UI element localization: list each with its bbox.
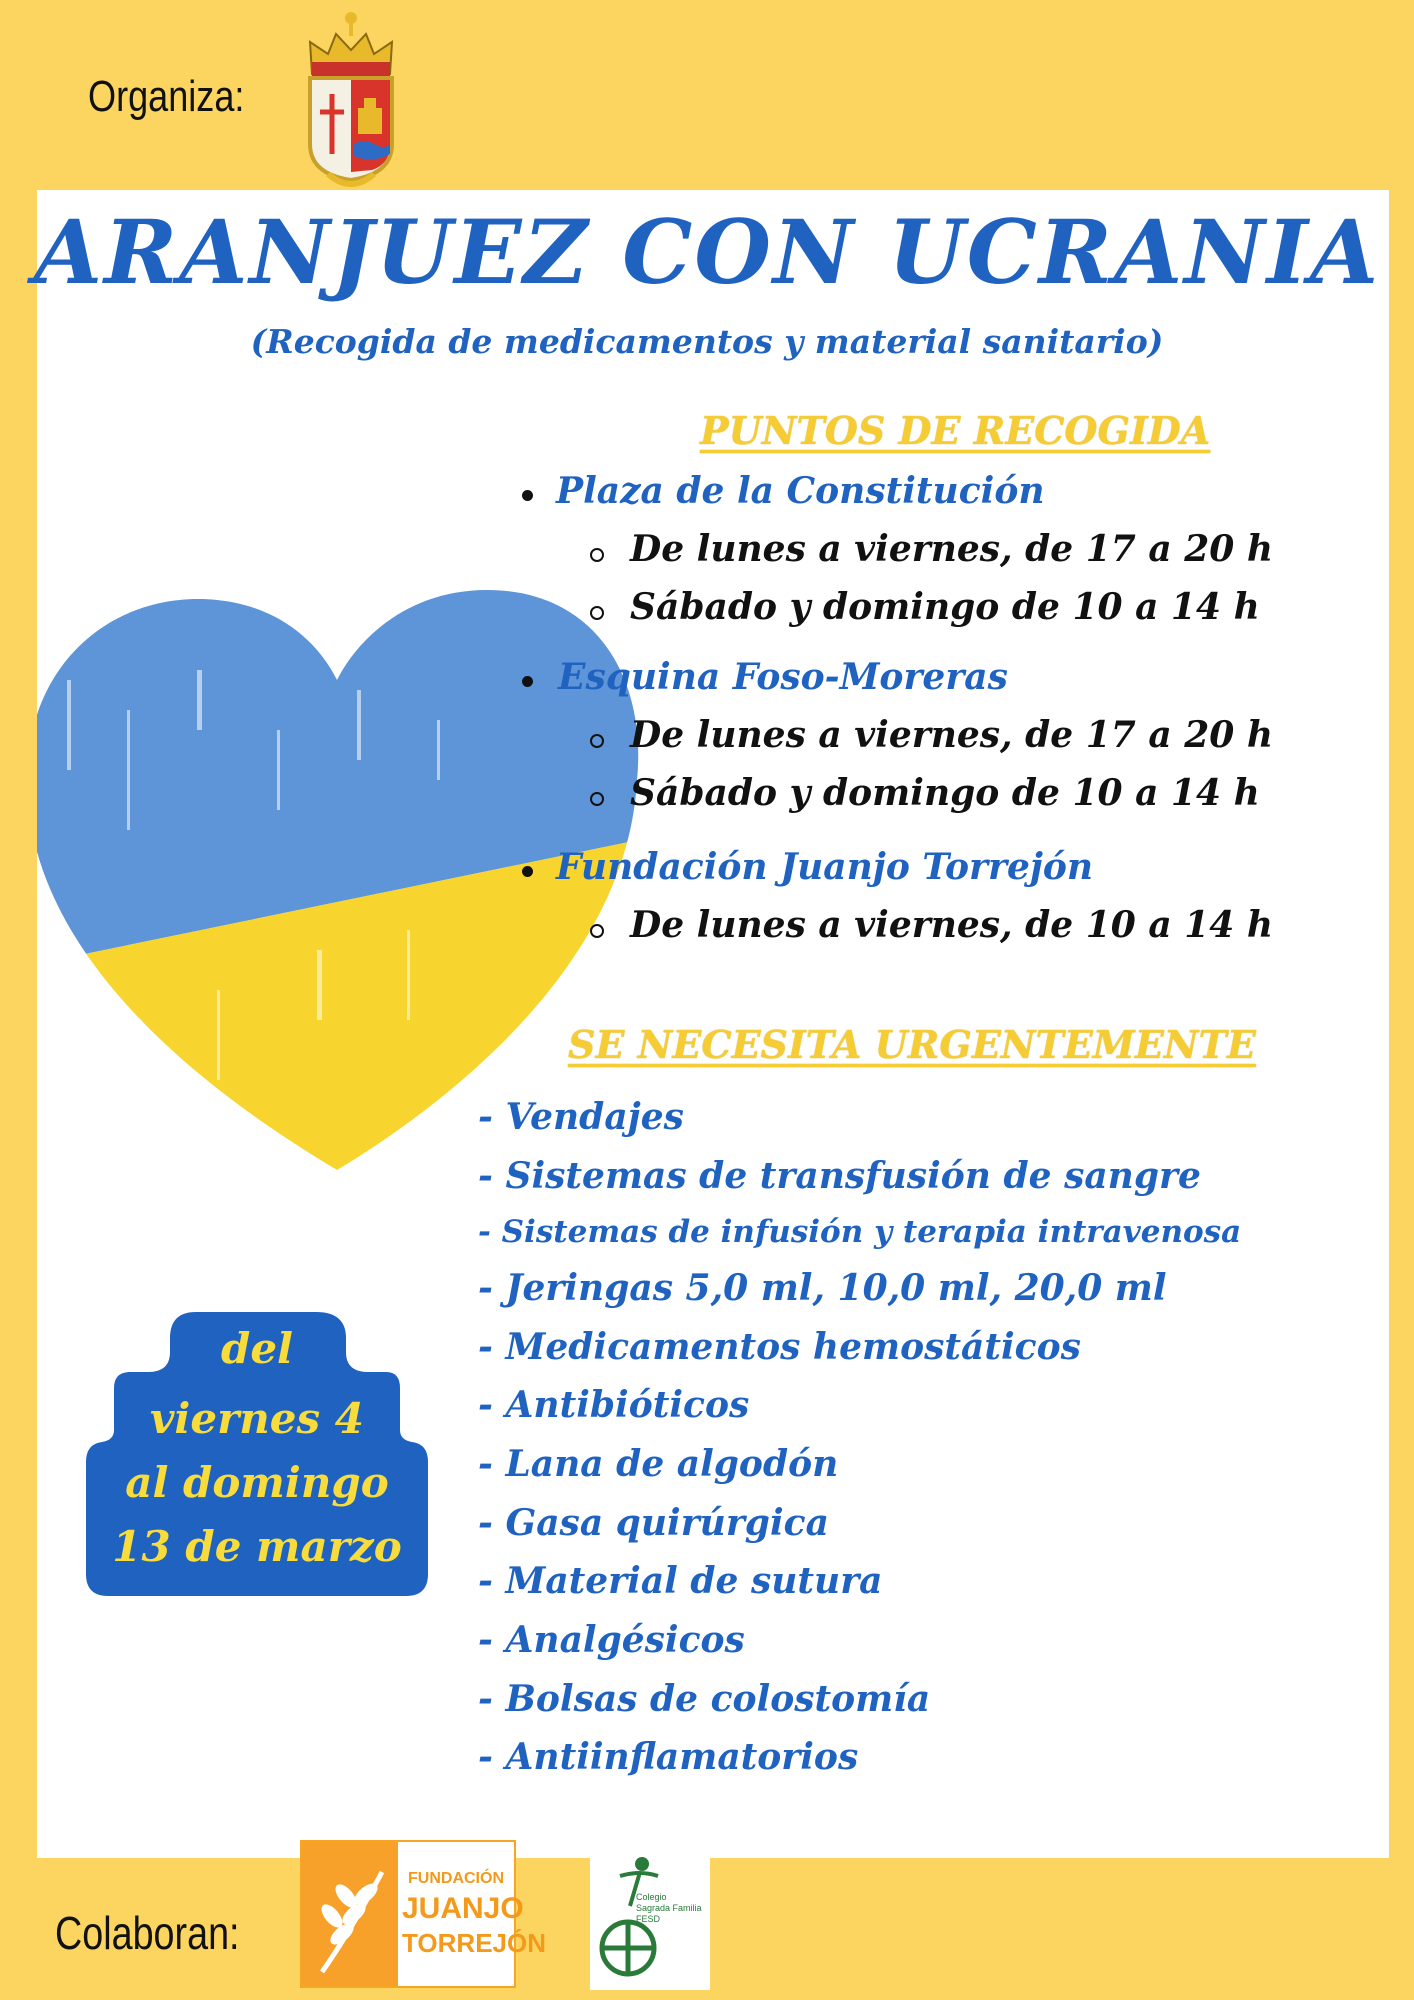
need-item: - Vendajes (478, 1096, 684, 1138)
bullet-dot (522, 676, 533, 687)
need-item: - Antiinflamatorios (478, 1736, 859, 1778)
need-item: - Bolsas de colostomía (478, 1678, 931, 1720)
puntos-heading: PUNTOS DE RECOGIDA (700, 408, 1211, 453)
need-item: - Sistemas de infusión y terapia intravenosa (478, 1214, 1242, 1250)
page-title: ARANJUEZ CON UCRANIA (33, 200, 1381, 304)
organiza-label: Organiza: (88, 72, 245, 121)
circle-bullet (590, 548, 604, 562)
date-badge (86, 1312, 428, 1596)
schedule-item: De lunes a viernes, de 17 a 20 h (630, 528, 1274, 570)
location-name: Plaza de la Constitución (556, 470, 1045, 512)
circle-bullet (590, 924, 604, 938)
fjt-line3: TORREJÓN (402, 1928, 546, 1958)
circle-bullet (590, 792, 604, 806)
need-item: - Sistemas de transfusión de sangre (478, 1155, 1201, 1197)
schedule-item: Sábado y domingo de 10 a 14 h (630, 772, 1260, 814)
wheat-icon (302, 1842, 398, 1986)
circle-bullet (590, 606, 604, 620)
need-item: - Lana de algodón (478, 1443, 839, 1485)
location-name: Esquina Foso-Moreras (558, 656, 1008, 698)
fundacion-juanjo-torrejon-logo (300, 1840, 546, 1988)
schedule-item: Sábado y domingo de 10 a 14 h (630, 586, 1260, 628)
need-item: - Jeringas 5,0 ml, 10,0 ml, 20,0 ml (478, 1267, 1167, 1309)
colaboran-label: Colaboran: (55, 1907, 240, 1959)
csf-line3: FESD (636, 1914, 661, 1924)
need-item: - Material de sutura (478, 1560, 883, 1602)
date-line: 13 de marzo (112, 1522, 402, 1571)
schedule-item: De lunes a viernes, de 10 a 14 h (630, 904, 1274, 946)
colegio-sagrada-familia-logo (590, 1836, 710, 1990)
date-line: viernes 4 (150, 1394, 364, 1443)
csf-caption (636, 1892, 706, 1925)
csf-line2: Sagrada Familia (636, 1903, 702, 1913)
fjt-line2: JUANJO (402, 1892, 524, 1925)
fjt-line1: FUNDACIÓN (408, 1870, 504, 1887)
bullet-dot (522, 490, 533, 501)
need-item: - Antibióticos (478, 1384, 750, 1426)
bullet-dot (522, 866, 533, 877)
schedule-item: De lunes a viernes, de 17 a 20 h (630, 714, 1274, 756)
coat-of-arms-logo (292, 4, 410, 194)
urgente-heading: SE NECESITA URGENTEMENTE (568, 1022, 1256, 1067)
date-line: del (220, 1324, 294, 1373)
need-item: - Analgésicos (478, 1619, 745, 1661)
csf-line1: Colegio (636, 1892, 667, 1902)
page-subtitle: (Recogida de medicamentos y material sanitario) (250, 322, 1164, 361)
date-line: al domingo (125, 1458, 389, 1507)
location-name: Fundación Juanjo Torrejón (556, 846, 1094, 888)
circle-bullet (590, 734, 604, 748)
need-item: - Gasa quirúrgica (478, 1502, 829, 1544)
need-item: - Medicamentos hemostáticos (478, 1326, 1081, 1368)
